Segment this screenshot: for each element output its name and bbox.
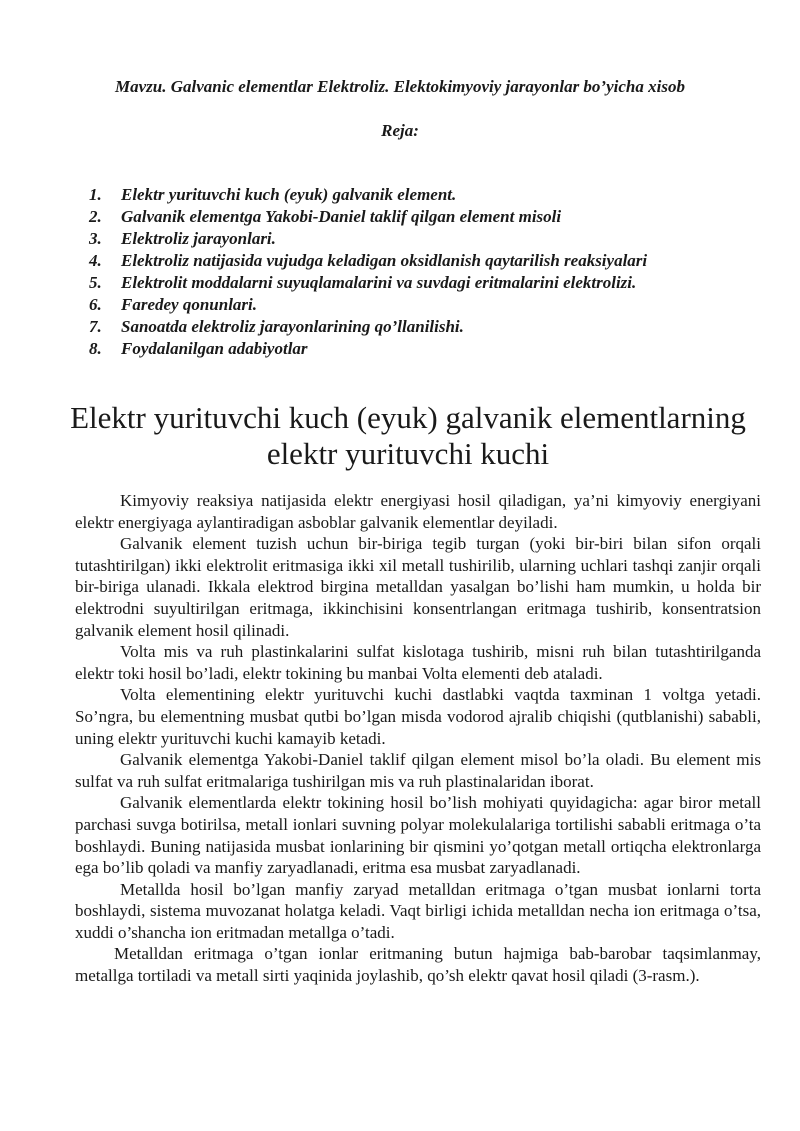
body-paragraph: Kimyoviy reaksiya natijasida elektr energiyasi hosil qiladigan, ya’ni kimyoviy energiyani elektr energiyaga aylantiradigan asboblar galvanik elementlar deyiladi.	[75, 491, 761, 532]
plan-item	[89, 184, 647, 206]
body-paragraph: Volta mis va ruh plastinkalarini sulfat kislotaga tushirib, misni ruh bilan tutashtirilganda elektr toki hosil bo’ladi, elektr tokining bu manbai Volta elementi deb ataladi.	[75, 642, 761, 683]
plan-item	[89, 294, 647, 316]
plan-heading: Reja:	[381, 121, 419, 140]
plan-item	[89, 272, 647, 294]
body-paragraph: Galvanik element tuzish uchun bir-biriga tegib turgan (yoki bir-biri bilan sifon orqali tutashtirilgan) ikki elektrolit eritmasiga ikki xil metall tushirilib, ularning uchlari tashqi zanjir orqali bir-biriga ulanadi. Ikkala elektrod birgina metalldan yasalgan bo’lishi ham mumkin, u holda bir elektrodni suyultirilgan eritmaga, ikkinchisini konsentrlangan eritmaga tushirib, konsentratsion galvanik element hosil qilinadi.	[75, 534, 761, 640]
plan-item-text: Elektroliz natijasida vujudga keladigan oksidlanish qaytarilish reaksiyalari	[121, 251, 648, 270]
plan-item-text: Elektrolit moddalarni suyuqlamalarini va suvdagi eritmalarini elektrolizi.	[121, 273, 637, 292]
plan-item-text: Sanoatda elektroliz jarayonlarining qo’llanilishi.	[121, 317, 464, 336]
topic-heading: Mavzu. Galvanic elementlar Elektroliz. Elektokimyoviy jarayonlar bo’yicha xisob	[115, 77, 685, 96]
body-paragraph: Metallda hosil bo’lgan manfiy zaryad metalldan eritmaga o’tgan musbat ionlarni torta boshlaydi, sistema muvozanat holatga keladi. Vaqt birligi ichida metalldan necha ion eritmaga o’tsa, xuddi o’shancha ion eritmadan metallga o’tadi.	[75, 879, 761, 942]
plan-item-number: 4.	[89, 251, 102, 270]
plan-item	[89, 206, 647, 228]
plan-item	[89, 228, 647, 250]
plan-item-number: 3.	[89, 229, 102, 248]
plan-item-number: 8.	[89, 339, 102, 358]
plan-item	[89, 338, 647, 360]
body-paragraph: Volta elementining elektr yurituvchi kuchi dastlabki vaqtda taxminan 1 voltga yetadi. So’ngra, bu elementning musbat qutbi bo’lgan misda vodorod ajralib chiqishi (qutblanishi) sababli, uning elektr yurituvchi kuchi kamayib ketadi.	[75, 685, 761, 748]
section-title: Elektr yurituvchi kuch (eyuk) galvanik elementlarning elektr yurituvchi kuchi	[70, 400, 746, 471]
plan-item-number: 6.	[89, 295, 102, 314]
plan-item-number: 7.	[89, 317, 102, 336]
plan-item-number: 2.	[89, 207, 102, 226]
plan-item-number: 5.	[89, 273, 102, 292]
plan-item	[89, 316, 647, 338]
body-paragraph: Galvanik elementga Yakobi-Daniel taklif qilgan element misol bo’la oladi. Bu element mis sulfat va ruh sulfat eritmalariga tushirilgan mis va ruh plastinalaridan iborat.	[75, 750, 761, 791]
body-text	[75, 490, 761, 987]
plan-list	[89, 184, 647, 360]
body-paragraph: Galvanik elementlarda elektr tokining hosil bo’lish mohiyati quyidagicha: agar biror metall parchasi suvga botirilsa, metall ionlari suvning polyar molekulalariga tortilishi sababli eritmaga o’ta boshlaydi. Buning natijasida musbat ionlarining bir qismini yo’qotgan metall ortiqcha elektronlarga ega bo’lib qoladi va manfiy zaryadlanadi, eritma esa musbat zaryadlanadi.	[75, 793, 761, 878]
plan-item-number: 1.	[89, 185, 102, 204]
plan-item-text: Galvanik elementga Yakobi-Daniel taklif qilgan element misoli	[121, 207, 562, 226]
plan-item-text: Elektroliz jarayonlari.	[121, 229, 276, 248]
plan-item	[89, 250, 647, 272]
plan-item-text: Faredey qonunlari.	[121, 295, 258, 314]
body-paragraph: Metalldan eritmaga o’tgan ionlar eritmaning butun hajmiga bab-barobar taqsimlanmay, metallga tortiladi va metall sirti yaqinida joylashib, qo’sh elektr qavat hosil qiladi (3-rasm.).	[75, 944, 761, 986]
plan-item-text: Foydalanilgan adabiyotlar	[121, 339, 308, 358]
plan-item-text: Elektr yurituvchi kuch (eyuk) galvanik element.	[121, 185, 457, 204]
